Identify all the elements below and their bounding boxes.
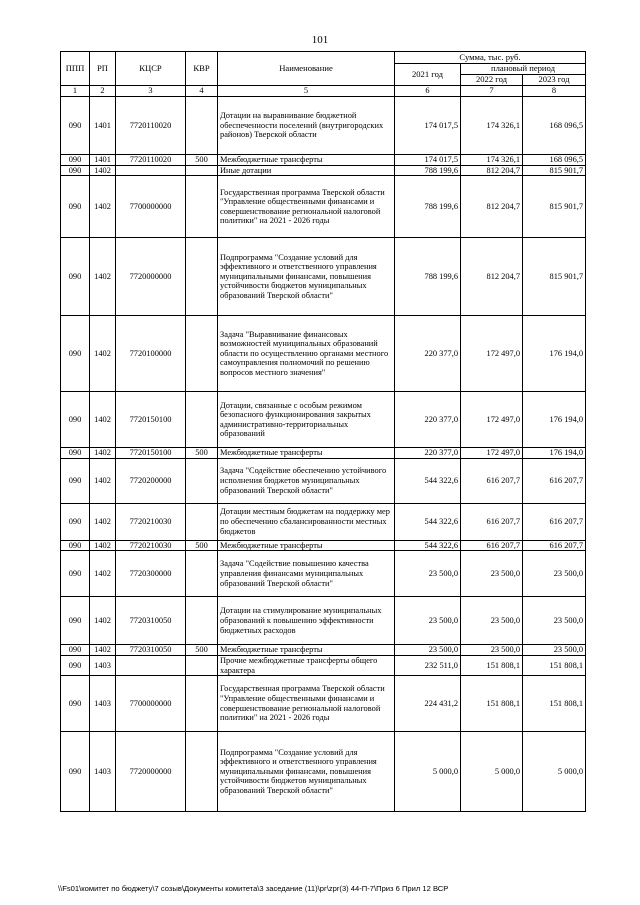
table-row <box>61 676 586 732</box>
cell-ppp: 090 <box>61 540 90 551</box>
cell-name: Государственная программа Тверской области "Управление общественными финансами и совершенствование региональной налоговой политики" на 2021 - 2026 годы <box>218 176 395 238</box>
cell-2023: 151 808,1 <box>523 655 586 675</box>
cell-kvr <box>186 458 218 503</box>
cell-name: Задача "Содействие повышению качества управления финансами муниципальных образований Тверской области" <box>218 551 395 597</box>
cell-2023: 5 000,0 <box>523 732 586 812</box>
cell-rp: 1402 <box>90 645 116 656</box>
column-number-row <box>61 86 586 97</box>
cell-2021: 544 322,6 <box>395 458 461 503</box>
cell-kcsr: 7720150100 <box>116 392 186 448</box>
cell-kcsr: 7720000000 <box>116 732 186 812</box>
cell-ppp: 090 <box>61 165 90 176</box>
col-number: 7 <box>461 86 523 97</box>
col-number: 1 <box>61 86 90 97</box>
cell-ppp: 090 <box>61 316 90 392</box>
cell-kvr <box>186 392 218 448</box>
table-row <box>61 316 586 392</box>
cell-rp: 1402 <box>90 540 116 551</box>
col-header-2021: 2021 год <box>395 64 461 86</box>
cell-2023: 23 500,0 <box>523 645 586 656</box>
cell-kcsr: 7720310050 <box>116 597 186 645</box>
cell-2023: 23 500,0 <box>523 597 586 645</box>
cell-rp: 1402 <box>90 458 116 503</box>
cell-kvr <box>186 503 218 540</box>
cell-2023: 151 808,1 <box>523 676 586 732</box>
cell-2021: 174 017,5 <box>395 155 461 166</box>
cell-2021: 224 431,2 <box>395 676 461 732</box>
col-header-kvr: КВР <box>186 52 218 86</box>
table-row <box>61 655 586 675</box>
cell-2021: 788 199,6 <box>395 238 461 316</box>
cell-2022: 812 204,7 <box>461 176 523 238</box>
cell-ppp: 090 <box>61 97 90 155</box>
cell-2021: 23 500,0 <box>395 551 461 597</box>
cell-rp: 1402 <box>90 165 116 176</box>
col-header-name: Наименование <box>218 52 395 86</box>
table-row <box>61 540 586 551</box>
cell-kvr <box>186 238 218 316</box>
cell-name: Дотации на выравнивание бюджетной обеспеченности поселений (внутригородских районов) Тверской области <box>218 97 395 155</box>
table-row <box>61 155 586 166</box>
cell-2021: 788 199,6 <box>395 165 461 176</box>
cell-2022: 172 497,0 <box>461 448 523 459</box>
cell-rp: 1401 <box>90 97 116 155</box>
cell-rp: 1402 <box>90 316 116 392</box>
cell-ppp: 090 <box>61 392 90 448</box>
cell-kcsr: 7720210030 <box>116 540 186 551</box>
table-row <box>61 503 586 540</box>
cell-2022: 151 808,1 <box>461 676 523 732</box>
cell-name: Межбюджетные трансферты <box>218 540 395 551</box>
cell-kcsr: 7720300000 <box>116 551 186 597</box>
cell-rp: 1402 <box>90 448 116 459</box>
table-row <box>61 165 586 176</box>
col-header-plan-period: плановый период <box>461 64 586 75</box>
cell-2023: 168 096,5 <box>523 97 586 155</box>
cell-kvr <box>186 176 218 238</box>
cell-2023: 168 096,5 <box>523 155 586 166</box>
cell-2023: 176 194,0 <box>523 316 586 392</box>
cell-kvr <box>186 597 218 645</box>
table-row <box>61 645 586 656</box>
cell-ppp: 090 <box>61 503 90 540</box>
cell-kcsr: 7700000000 <box>116 676 186 732</box>
table-row <box>61 176 586 238</box>
table-row <box>61 448 586 459</box>
cell-kvr: 500 <box>186 645 218 656</box>
table-row <box>61 597 586 645</box>
cell-kvr <box>186 676 218 732</box>
cell-ppp: 090 <box>61 645 90 656</box>
cell-kcsr: 7720110020 <box>116 155 186 166</box>
cell-2021: 23 500,0 <box>395 645 461 656</box>
cell-kcsr: 7720100000 <box>116 316 186 392</box>
table-row <box>61 551 586 597</box>
cell-2022: 5 000,0 <box>461 732 523 812</box>
cell-ppp: 090 <box>61 597 90 645</box>
file-path-footer: \\Fs01\комитет по бюджету\7 созыв\Документы комитета\3 заседание (11)\рг\zpr(3) 44-П-7\Приз 6 Прил 12 ВСР <box>58 884 449 893</box>
cell-ppp: 090 <box>61 458 90 503</box>
cell-2022: 174 326,1 <box>461 97 523 155</box>
cell-kvr <box>186 551 218 597</box>
cell-2023: 815 901,7 <box>523 165 586 176</box>
cell-name: Подпрограмма "Создание условий для эффективного и ответственного управления муниципальными финансами, повышения устойчивости бюджетов муниципальных образований Тверской области" <box>218 238 395 316</box>
cell-2021: 220 377,0 <box>395 316 461 392</box>
col-number: 3 <box>116 86 186 97</box>
col-header-2022: 2022 год <box>461 75 523 86</box>
cell-2021: 788 199,6 <box>395 176 461 238</box>
cell-rp: 1402 <box>90 597 116 645</box>
cell-kcsr <box>116 165 186 176</box>
cell-kcsr <box>116 655 186 675</box>
table-row <box>61 392 586 448</box>
cell-kvr <box>186 97 218 155</box>
cell-2023: 616 207,7 <box>523 540 586 551</box>
cell-kcsr: 7720000000 <box>116 238 186 316</box>
table-row <box>61 97 586 155</box>
col-number: 4 <box>186 86 218 97</box>
cell-2022: 174 326,1 <box>461 155 523 166</box>
col-number: 2 <box>90 86 116 97</box>
cell-name: Прочие межбюджетные трансферты общего характера <box>218 655 395 675</box>
col-header-sum: Сумма, тыс. руб. <box>395 52 586 64</box>
cell-2021: 220 377,0 <box>395 448 461 459</box>
col-header-2023: 2023 год <box>523 75 586 86</box>
cell-name: Задача "Содействие обеспечению устойчивого исполнения бюджетов муниципальных образований Тверской области" <box>218 458 395 503</box>
cell-2021: 174 017,5 <box>395 97 461 155</box>
cell-kvr <box>186 316 218 392</box>
cell-2022: 23 500,0 <box>461 645 523 656</box>
cell-kvr: 500 <box>186 540 218 551</box>
cell-kcsr: 7720210030 <box>116 503 186 540</box>
cell-name: Иные дотации <box>218 165 395 176</box>
cell-name: Дотации на стимулирование муниципальных образований к повышению эффективности бюджетных расходов <box>218 597 395 645</box>
col-header-kcsr: КЦСР <box>116 52 186 86</box>
cell-ppp: 090 <box>61 448 90 459</box>
cell-kcsr: 7720110020 <box>116 97 186 155</box>
cell-kvr: 500 <box>186 448 218 459</box>
cell-2022: 23 500,0 <box>461 551 523 597</box>
cell-name: Межбюджетные трансферты <box>218 448 395 459</box>
budget-table <box>60 51 586 812</box>
cell-rp: 1402 <box>90 238 116 316</box>
col-header-rp: РП <box>90 52 116 86</box>
cell-2023: 815 901,7 <box>523 238 586 316</box>
table-row <box>61 238 586 316</box>
cell-ppp: 090 <box>61 655 90 675</box>
cell-kvr <box>186 732 218 812</box>
cell-kvr <box>186 655 218 675</box>
cell-rp: 1402 <box>90 392 116 448</box>
cell-ppp: 090 <box>61 176 90 238</box>
cell-name: Дотации, связанные с особым режимом безопасного функционирования закрытых административно-территориальных образований <box>218 392 395 448</box>
cell-2021: 220 377,0 <box>395 392 461 448</box>
table-header <box>61 52 586 97</box>
cell-2022: 172 497,0 <box>461 392 523 448</box>
cell-ppp: 090 <box>61 155 90 166</box>
cell-ppp: 090 <box>61 551 90 597</box>
cell-2023: 176 194,0 <box>523 448 586 459</box>
cell-kcsr: 7700000000 <box>116 176 186 238</box>
cell-2021: 23 500,0 <box>395 597 461 645</box>
cell-name: Дотации местным бюджетам на поддержку мер по обеспечению сбалансированности местных бюджетов <box>218 503 395 540</box>
cell-2022: 812 204,7 <box>461 238 523 316</box>
cell-2023: 176 194,0 <box>523 392 586 448</box>
cell-2022: 812 204,7 <box>461 165 523 176</box>
cell-ppp: 090 <box>61 238 90 316</box>
col-header-ppp: ППП <box>61 52 90 86</box>
cell-kvr: 500 <box>186 155 218 166</box>
cell-kcsr: 7720150100 <box>116 448 186 459</box>
cell-rp: 1403 <box>90 676 116 732</box>
table-row <box>61 458 586 503</box>
cell-name: Задача "Выравнивание финансовых возможностей муниципальных образований области по осуществлению органами местного самоуправления полномочий по решению вопросов местного значения" <box>218 316 395 392</box>
cell-kcsr: 7720310050 <box>116 645 186 656</box>
page-number: 101 <box>311 34 329 46</box>
cell-2023: 23 500,0 <box>523 551 586 597</box>
cell-2022: 616 207,7 <box>461 503 523 540</box>
table-row <box>61 732 586 812</box>
cell-kvr <box>186 165 218 176</box>
cell-name: Межбюджетные трансферты <box>218 645 395 656</box>
cell-rp: 1401 <box>90 155 116 166</box>
cell-2022: 616 207,7 <box>461 458 523 503</box>
col-number: 5 <box>218 86 395 97</box>
cell-2021: 232 511,0 <box>395 655 461 675</box>
cell-2021: 5 000,0 <box>395 732 461 812</box>
cell-rp: 1402 <box>90 503 116 540</box>
cell-kcsr: 7720200000 <box>116 458 186 503</box>
cell-2023: 815 901,7 <box>523 176 586 238</box>
cell-2022: 616 207,7 <box>461 540 523 551</box>
cell-2022: 23 500,0 <box>461 597 523 645</box>
cell-2023: 616 207,7 <box>523 458 586 503</box>
col-number: 8 <box>523 86 586 97</box>
cell-ppp: 090 <box>61 732 90 812</box>
col-number: 6 <box>395 86 461 97</box>
cell-rp: 1402 <box>90 551 116 597</box>
cell-rp: 1403 <box>90 655 116 675</box>
cell-2022: 172 497,0 <box>461 316 523 392</box>
cell-name: Межбюджетные трансферты <box>218 155 395 166</box>
cell-name: Государственная программа Тверской области "Управление общественными финансами и совершенствование региональной налоговой политики" на 2021 - 2026 годы <box>218 676 395 732</box>
cell-rp: 1403 <box>90 732 116 812</box>
cell-ppp: 090 <box>61 676 90 732</box>
cell-2021: 544 322,6 <box>395 540 461 551</box>
cell-name: Подпрограмма "Создание условий для эффективного и ответственного управления муниципальными финансами, повышения устойчивости бюджетов муниципальных образований Тверской области" <box>218 732 395 812</box>
cell-2022: 151 808,1 <box>461 655 523 675</box>
cell-2021: 544 322,6 <box>395 503 461 540</box>
cell-2023: 616 207,7 <box>523 503 586 540</box>
cell-rp: 1402 <box>90 176 116 238</box>
table-body <box>61 97 586 812</box>
